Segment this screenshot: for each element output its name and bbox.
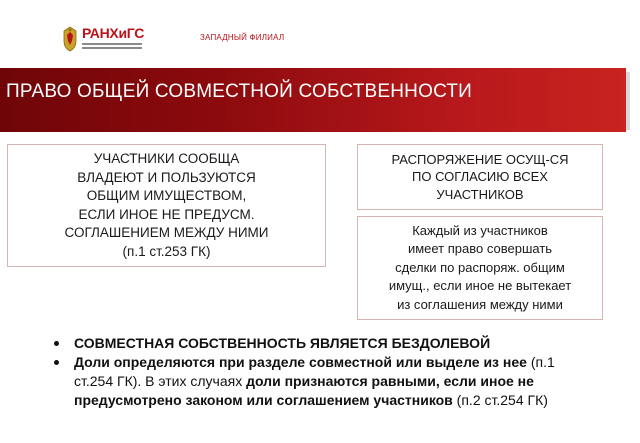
participant-rights-box (357, 216, 603, 320)
disposal-consent-box (357, 144, 603, 210)
bullet-text-bold: доли признаются равными, если иное не предусмотрено законом или соглашением участников (74, 373, 534, 408)
banner-edge-divider (626, 72, 630, 130)
title-banner (0, 68, 626, 132)
slide-title: ПРАВО ОБЩЕЙ СОВМЕСТНОЙ СОБСТВЕННОСТИ (6, 81, 473, 102)
bullet-item (52, 334, 592, 353)
participant-rights-text: Каждый из участников имеет право совершать сделки по распоряж. общим имущ., если иное не вытекает из соглашения между ними (388, 222, 572, 312)
logo-subtitle-lines (82, 43, 142, 53)
bullet-dot-icon (54, 360, 59, 365)
branch-label: ЗАПАДНЫЙ ФИЛИАЛ (200, 33, 285, 42)
bullet-text: СОВМЕСТНАЯ СОБСТВЕННОСТЬ ЯВЛЯЕТСЯ БЕЗДОЛЕВОЙ (74, 335, 491, 351)
bullet-text-bold: Доли определяются при разделе совместной или выделе из нее (74, 354, 527, 370)
bullet-text: (п.2 ст.254 ГК) (452, 392, 548, 408)
slide-header (0, 0, 640, 68)
participants-box (7, 144, 326, 267)
logo-text: РАНХиГС (82, 25, 145, 41)
bullet-text: (п.1 ст.254 ГК). В этих случаях (74, 354, 555, 389)
participants-text: УЧАСТНИКИ СООБЩА ВЛАДЕЮТ И ПОЛЬЗУЮТСЯ ОБЩИМ ИМУЩЕСТВОМ, ЕСЛИ ИНОЕ НЕ ПРЕДУСМ. СОГЛАШЕНИЕМ МЕЖДУ НИМИ (п.1 ст.253 ГК) (64, 151, 269, 259)
bullet-dot-icon (54, 341, 59, 346)
ranepa-logo (62, 24, 144, 56)
bullet-item (52, 353, 592, 410)
disposal-consent-text: РАСПОРЯЖЕНИЕ ОСУЩ-СЯ ПО СОГЛАСИЮ ВСЕХ УЧАСТНИКОВ (391, 151, 569, 202)
bullet-list (52, 334, 592, 410)
emblem-icon (62, 26, 78, 52)
